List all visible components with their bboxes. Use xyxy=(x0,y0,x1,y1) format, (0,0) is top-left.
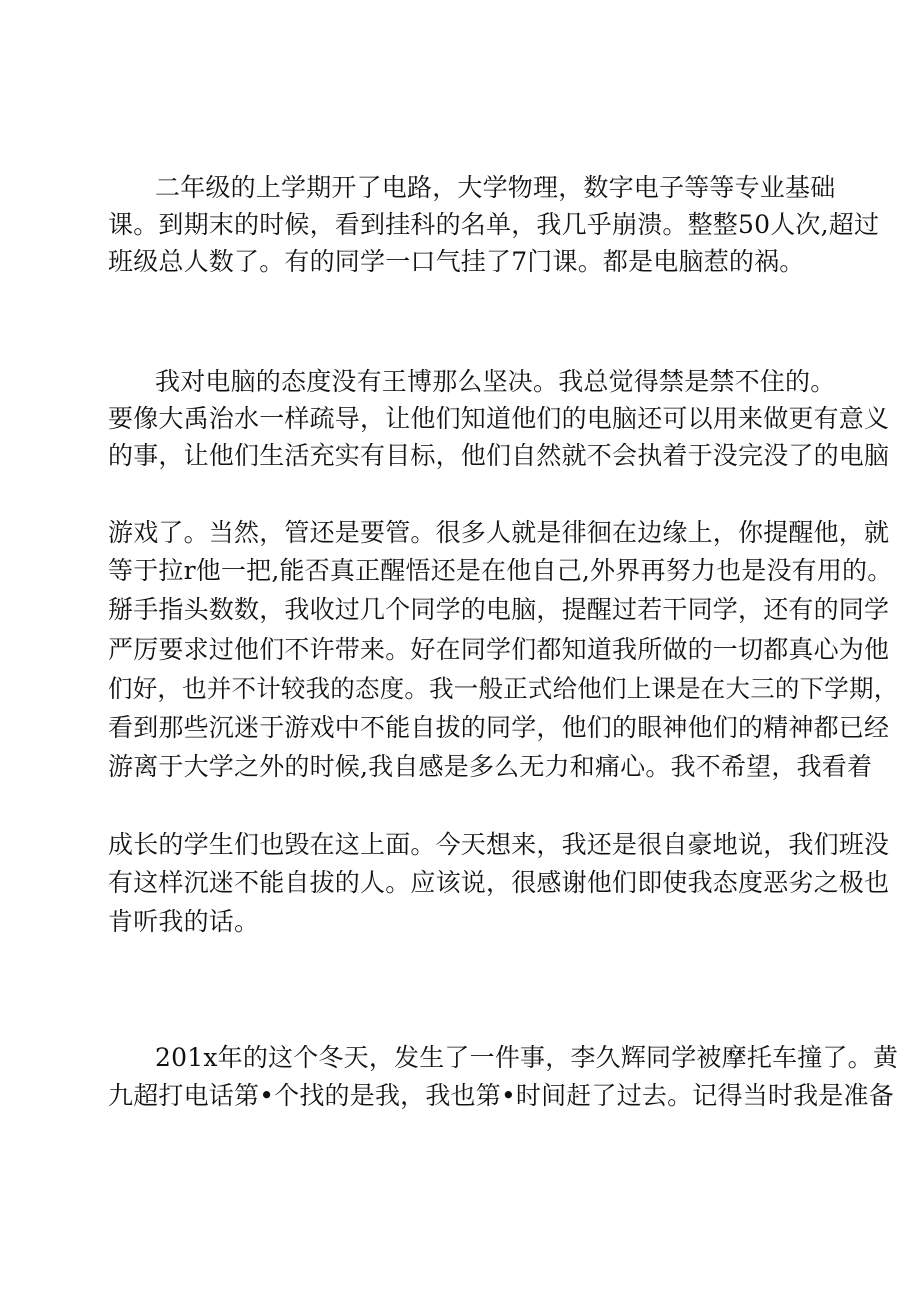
text-line: 等于拉r他一把,能否真正醒悟还是在他自己,外界再努力也是没有用的。 xyxy=(108,556,893,585)
text-line: 有这样沉迷不能自拔的人。应该说，很感谢他们即使我态度恶劣之极也 xyxy=(108,868,890,897)
text-line: 要像大禹治水一样疏导，让他们知道他们的电脑还可以用来做更有意义 xyxy=(108,404,890,433)
text-line: 我对电脑的态度没有王博那么坚决。我总觉得禁是禁不住的。 xyxy=(155,367,836,396)
text-line: 成长的学生们也毁在这上面。今天想来，我还是很自豪地说，我们班没 xyxy=(108,830,890,859)
text-line: 们好，也并不计较我的态度。我一般正式给他们上课是在大三的下学期， xyxy=(108,674,899,703)
text-line: 班级总人数了。有的同学一口气挂了7门课。都是电脑惹的祸。 xyxy=(108,247,805,276)
text-line: 掰手指头数数，我收过几个同学的电脑，提醒过若干同学，还有的同学 xyxy=(108,595,890,624)
text-line: 肯听我的话。 xyxy=(108,907,260,936)
text-line: 游戏了。当然，管还是要管。很多人就是徘徊在边缘上，你提醒他，就 xyxy=(108,518,890,547)
text-line: 九超打电话第•个找的是我，我也第•时间赶了过去。记得当时我是准备 xyxy=(108,1081,894,1110)
text-line: 的事，让他们生活充实有目标，他们自然就不会执着于没完没了的电脑 xyxy=(108,441,890,470)
text-line: 游离于大学之外的时候,我自感是多么无力和痛心。我不希望，我看着 xyxy=(108,752,873,781)
text-line: 看到那些沉迷于游戏中不能自拔的同学，他们的眼神他们的精神都已经 xyxy=(108,713,890,742)
text-line: 课。到期末的时候，看到挂科的名单，我几乎崩溃。整整50人次,超过 xyxy=(108,210,880,239)
text-line: 二年级的上学期开了电路，大学物理，数字电子等等专业基础 xyxy=(155,173,836,202)
text-line: 201x年的这个冬天，发生了一件事，李久辉同学被摩托车撞了。黄 xyxy=(155,1043,899,1072)
text-line: 严厉要求过他们不许带来。好在同学们都知道我所做的一切都真心为他 xyxy=(108,635,890,664)
